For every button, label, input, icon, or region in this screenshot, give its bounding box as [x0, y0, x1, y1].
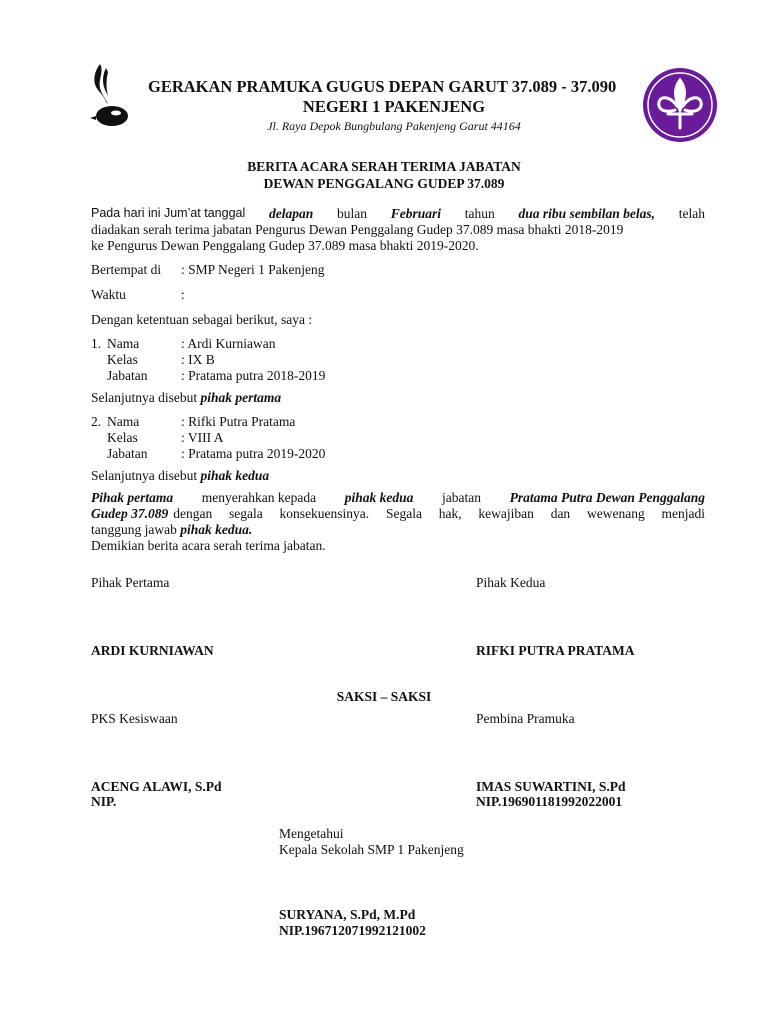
party1-position-label: Jabatan [107, 368, 148, 383]
witness-title: SAKSI – SAKSI [336, 689, 432, 704]
party2-name: : Rifki Putra Pratama [181, 414, 296, 429]
party1-name: : Ardi Kurniawan [181, 336, 276, 351]
party2-class-label: Kelas [107, 430, 138, 445]
time-value: : [181, 287, 185, 302]
terms-line: Dengan ketentuan sebagai berikut, saya : [91, 312, 313, 327]
party2-position: : Pratama putra 2019-2020 [181, 446, 326, 461]
witness2-role: Pembina Pramuka [476, 711, 575, 726]
party1-class-row [91, 352, 215, 368]
party2-class-row [91, 430, 224, 446]
party1-position: : Pratama putra 2018-2019 [181, 368, 326, 383]
headmaster-nip: NIP.196712071992121002 [279, 923, 426, 938]
fleur-de-lis-icon [641, 66, 719, 144]
party2-position-label: Jabatan [107, 446, 148, 461]
body-line1: Pihak pertama menyerahkan kepada pihak kedua jabatan Pratama Putra Dewan Penggalang [91, 490, 705, 505]
party2-name-row [91, 414, 295, 430]
first-party-name: ARDI KURNIAWAN [91, 643, 214, 658]
time-label: Waktu [91, 287, 126, 302]
party2-name-label: Nama [107, 414, 140, 429]
intro-month: Februari [390, 206, 441, 221]
party2-position-row [91, 446, 325, 462]
org-title-line1: GERAKAN PRAMUKA GUGUS DEPAN GARUT 37.089 - 37.090 [148, 77, 617, 96]
witness1-name: ACENG ALAWI, S.Pd [91, 779, 222, 794]
intro-text: telah [678, 206, 705, 221]
doc-title-line2: DEWAN PENGGALANG GUDEP 37.089 [263, 176, 505, 191]
intro-line1 [91, 206, 705, 222]
witness1-role: PKS Kesiswaan [91, 711, 178, 726]
second-party-name: RIFKI PUTRA PRATAMA [476, 643, 635, 658]
party2-number: 2. [91, 414, 102, 429]
time-row [91, 287, 185, 303]
intro-text: bulan [337, 206, 367, 221]
intro-text: tahun [464, 206, 495, 221]
party1-position-row [91, 368, 325, 384]
intro-text: Pada hari ini Jum’at tanggal [91, 206, 246, 220]
party1-number: 1. [91, 336, 102, 351]
place-value: : SMP Negeri 1 Pakenjeng [181, 262, 325, 277]
acknowledgement-label: Mengetahui [279, 826, 344, 841]
first-party-role: Pihak Pertama [91, 575, 170, 590]
party1-class-label: Kelas [107, 352, 138, 367]
second-party-role: Pihak Kedua [476, 575, 546, 590]
party1-name-label: Nama [107, 336, 140, 351]
intro-date: delapan [269, 206, 314, 221]
place-row [91, 262, 324, 278]
body-line2: Gudep 37.089 dengan segala konsekuensinya. Segala hak, kewajiban dan wewenang menjadi [91, 506, 705, 521]
party1-name-row [91, 336, 275, 352]
party2-reference: Selanjutnya disebut pihak kedua [91, 468, 270, 483]
party1-reference: Selanjutnya disebut pihak pertama [91, 390, 282, 405]
place-label: Bertempat di [91, 262, 162, 277]
intro-line2: diadakan serah terima jabatan Pengurus Dewan Penggalang Gudep 37.089 masa bhakti 2018-2019 [91, 222, 624, 237]
witness2-name: IMAS SUWARTINI, S.Pd [476, 779, 626, 794]
party1-class: : IX B [181, 352, 215, 367]
witness1-nip: NIP. [91, 794, 117, 809]
closing-line: Demikian berita acara serah terima jabatan. [91, 538, 326, 553]
intro-line3: ke Pengurus Dewan Penggalang Gudep 37.089 masa bhakti 2019-2020. [91, 238, 479, 253]
witness2-nip: NIP.196901181992022001 [476, 794, 623, 809]
tunas-kelapa-icon [86, 60, 134, 132]
org-address: Jl. Raya Depok Bungbulang Pakenjeng Garut 44164 [267, 119, 521, 133]
headmaster-name: SURYANA, S.Pd, M.Pd [279, 907, 416, 922]
intro-year: dua ribu sembilan belas, [518, 206, 655, 221]
body-line3: tanggung jawab pihak kedua. [91, 522, 253, 537]
party2-class: : VIII A [181, 430, 224, 445]
doc-title-line1: BERITA ACARA SERAH TERIMA JABATAN [247, 159, 521, 174]
org-title-line2: NEGERI 1 PAKENJENG [302, 97, 486, 116]
headmaster-role: Kepala Sekolah SMP 1 Pakenjeng [279, 842, 464, 857]
